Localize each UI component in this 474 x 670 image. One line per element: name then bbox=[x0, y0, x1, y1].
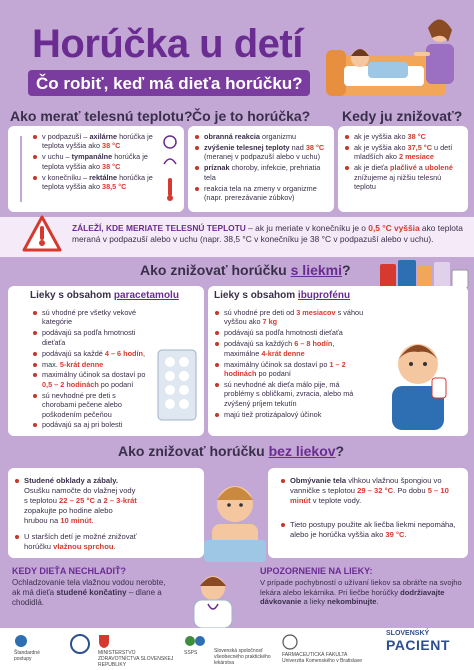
list-item: sú vhodné pre deti od 3 mesiacov s váhou vyššou ako 7 kg bbox=[214, 308, 364, 327]
ministry-logo: MINISTERSTVO ZDRAVOTNÍCTVA SLOVENSKEJ REPUBLIKY bbox=[98, 634, 176, 668]
faculty-seal-icon bbox=[282, 634, 298, 650]
measure-heading: Ako merať telesnú teplotu? bbox=[10, 108, 193, 124]
meds-warning-section bbox=[260, 566, 466, 607]
when-reduce-heading: Kedy ju znižovať? bbox=[342, 108, 463, 124]
child-with-medicine-illustration bbox=[374, 334, 462, 432]
ibuprofen-card bbox=[208, 286, 468, 436]
page-title: Horúčka u detí bbox=[32, 22, 303, 66]
child-bath-illustration bbox=[200, 478, 270, 562]
svpl-logo: Slovenská spoločnosť všeobecného praktického lekárstva bbox=[214, 648, 271, 666]
meds-heading: Ako znižovať horúčku s liekmi? bbox=[140, 262, 351, 278]
list-item: sú nevhodné ak dieťa málo pije, má problémy s obličkami, zvracia, alebo má zvýšený príjem tekutín bbox=[214, 380, 364, 408]
list-item: max. 5-krát denne bbox=[32, 360, 150, 369]
nomeds-heading: Ako znižovať horúčku bez liekov? bbox=[118, 443, 345, 459]
page-subtitle: Čo robiť, keď má dieťa horúčku? bbox=[36, 74, 303, 93]
meds-warning-heading: UPOZORNENIE NA LIEKY: bbox=[260, 566, 373, 576]
when-not-cool-text: Ochladzovanie tela vlažnou vodou nerobte, ak má dieťa studené končatiny – dlane a chodidlá. bbox=[12, 578, 166, 607]
list-item: zvýšenie telesnej teploty nad 38 °C (meranej v podpazuší alebo v uchu) bbox=[194, 143, 328, 162]
list-item: podávajú sa každé 4 – 6 hodín, bbox=[32, 349, 150, 358]
paracetamol-title: Lieky s obsahom paracetamolu bbox=[30, 290, 179, 301]
shower-text: U starších detí je možné znižovať horúčku vlažnou sprchou. bbox=[14, 532, 138, 552]
thermometer-icon bbox=[160, 134, 180, 204]
list-item: maximálny účinok sa dostaví po 1 – 2 hodinách po podaní bbox=[214, 360, 364, 379]
list-item: ak je vyššia ako 37,5 °C u detí mladších ako 2 mesiace bbox=[344, 143, 464, 162]
slovensky-pacient-logo: SLOVENSKÝ PACIENT bbox=[386, 630, 450, 653]
standard-procedures-logo: Štandardné postupy bbox=[14, 634, 54, 662]
compress-text: Studené obklady a zábaly. Osušku namočte do vlažnej vody s teplotou 22 – 25 °C a 2 – 3-krát zopakujte po hodine alebo hrubou na 10 minút. bbox=[14, 476, 138, 526]
list-item: sú nevhodné pre deti s chorobami pečene alebo poškodením pečeňou bbox=[32, 391, 150, 419]
doctor-illustration bbox=[178, 572, 248, 628]
when-reduce-card bbox=[338, 126, 468, 212]
list-item: ak je vyššia ako 38 °C bbox=[344, 132, 464, 141]
medicine-bottles-icon bbox=[378, 256, 470, 290]
list-item: podávajú sa podľa hmotnosti dieťaťa bbox=[214, 328, 364, 337]
circle-logo bbox=[70, 634, 92, 656]
paracetamol-card bbox=[8, 286, 204, 436]
fever-what-heading: Čo je to horúčka? bbox=[192, 108, 311, 124]
list-item: obranná reakcia organizmu bbox=[194, 132, 328, 141]
circle-logo-icon bbox=[70, 634, 90, 654]
ibuprofen-title: Lieky s obsahom ibuprofénu bbox=[214, 290, 351, 301]
ssps-logo: SSPS bbox=[184, 634, 210, 656]
when-not-cool-heading: KEDY DIEŤA NECHLADIŤ? bbox=[12, 566, 127, 576]
list-item: príznak choroby, infekcie, prehriatia tela bbox=[194, 163, 328, 182]
measure-card bbox=[8, 126, 184, 212]
compress-card bbox=[8, 468, 204, 558]
fever-what-card bbox=[188, 126, 334, 212]
slovak-coat-of-arms-icon bbox=[98, 634, 110, 648]
measure-location-icon bbox=[14, 134, 28, 204]
list-item: v podpazuší – axilárne horúčka je teplota vyššia ako 38 °C bbox=[32, 132, 156, 151]
warning-text: ZÁLEŽÍ, KDE MERIATE TELESNÚ TEPLOTU – ak ju meriate v konečníku je o 0,5 °C vyššia ako teplota meraná v podpazuší alebo v uchu (napr. 38,5 °C v konečníku je 38 °C v podpazuší alebo v uchu). bbox=[72, 223, 463, 244]
pharmacy-faculty-logo: FARMACEUTICKÁ FAKULTA Univerzita Komenského v Bratislave bbox=[282, 634, 368, 664]
list-item: podávajú sa podľa hmotnosti dieťaťa bbox=[32, 328, 150, 347]
list-item: majú tiež protizápalový účinok bbox=[214, 410, 364, 419]
warning-thermometer-icon bbox=[22, 214, 62, 254]
standard-procedures-icon bbox=[14, 634, 28, 648]
list-item: v uchu – tympanálne horúčka je teplota vyššia ako 38 °C bbox=[32, 152, 156, 171]
sponge-text: Obmývanie tela vlhkou vlažnou špongiou vo vanničke s teplotou 29 – 32 °C. Po dobu 5 – 10 minút v teplote vody. bbox=[280, 476, 464, 506]
list-item: v konečníku – rektálne horúčka je teplota vyššia ako 38,5 °C bbox=[32, 173, 156, 192]
ssps-icon bbox=[184, 634, 206, 648]
sick-child-illustration bbox=[322, 6, 470, 100]
list-item: ak je dieťa plačlivé a ubolené znížujeme aj nižšiu telesnú teplotu bbox=[344, 163, 464, 191]
pills-icon bbox=[156, 348, 198, 422]
list-item: podávajú sa každých 6 – 8 hodín, maximálne 4-krát denne bbox=[214, 339, 364, 358]
when-not-cool-section bbox=[12, 566, 172, 608]
list-item: sú vhodné pre všetky vekové kategórie bbox=[32, 308, 150, 327]
sponge-card bbox=[268, 468, 468, 558]
meds-warning-text: V prípade pochybností o užívaní liekov sa obráťte na svojho lekára alebo lekárnika. Pri liečbe horúčky dodržiavajte dávkovanie a lieky nekombinujte. bbox=[260, 578, 462, 607]
list-item: maximálny účinok sa dostaví po 0,5 – 2 hodinách po podaní bbox=[32, 370, 150, 389]
when-use-text: Tieto postupy použite ak liečba liekmi nepomáha, alebo je horúčka vyššia ako 39 °C. bbox=[280, 520, 464, 540]
list-item: reakcia tela na zmeny v organizme (napr. prerezávanie zúbkov) bbox=[194, 184, 328, 203]
list-item: podávajú sa aj pri bolesti bbox=[32, 420, 150, 429]
